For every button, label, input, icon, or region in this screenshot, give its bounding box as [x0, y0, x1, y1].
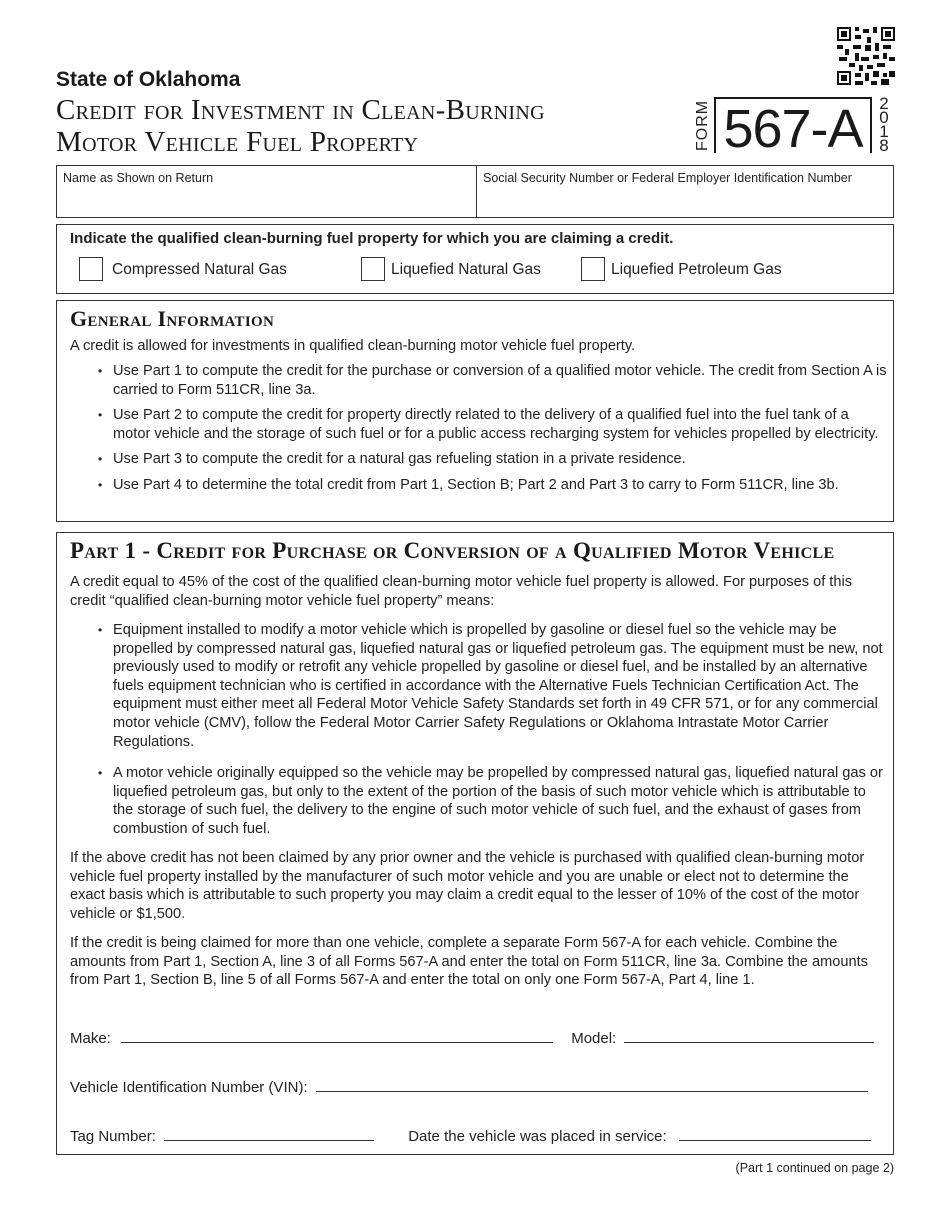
part1-section	[56, 532, 894, 1155]
general-info-title: General Information	[70, 306, 275, 331]
checkbox-cng[interactable]	[79, 257, 103, 281]
ssn-field[interactable]	[477, 166, 893, 217]
make-model-row	[70, 1028, 874, 1047]
list-item: • Use Part 3 to compute the credit for a natural gas refueling station in a private residence.	[98, 451, 686, 468]
form-title-line1: Credit for Investment in Clean-Burning	[56, 94, 545, 126]
qr-code	[837, 27, 895, 85]
checkbox-lng[interactable]	[361, 257, 385, 281]
label-cng: Compressed Natural Gas	[112, 261, 287, 278]
make-input[interactable]	[121, 1028, 553, 1043]
name-field-label: Name as Shown on Return	[63, 171, 214, 185]
list-item: • Use Part 4 to determine the total credit from Part 1, Section B; Part 2 and Part 3 to carry to Form 511CR, line 3b.	[98, 476, 839, 493]
continued-note: (Part 1 continued on page 2)	[735, 1161, 894, 1175]
fuel-instruction: Indicate the qualified clean-burning fuel property for which you are claiming a credit.	[70, 230, 674, 247]
list-item: • Equipment installed to modify a motor vehicle which is propelled by gasoline or diesel fuel so the vehicle may be propelled by compressed natural gas, liquefied natural gas or liquefied petroleum gas. The equipment must be new, not previously used to modify or retrofit any vehicle propelled by gasoline or diesel fuel, and be installed by an alternative fuels equipment technician who is certified in accordance with the Alternative Fuels Technician Certification Act. The equipment must either meet all Federal Motor Vehicle Safety Standards set forth in 49 CFR 571, or for any commercial motor vehicle (CMV), follow the Federal Motor Carrier Safety Regulations or Oklahoma Intrastate Motor Carrier Regulations.	[98, 622, 883, 750]
year-digit: 1	[879, 122, 889, 141]
year-digit: 0	[879, 108, 889, 127]
model-input[interactable]	[624, 1028, 874, 1043]
part1-title: Part 1 - Credit for Purchase or Conversion of a Qualified Motor Vehicle	[70, 538, 835, 563]
bullet-icon: •	[98, 477, 103, 492]
service-date-label: Date the vehicle was placed in service:	[408, 1128, 667, 1145]
bullet-icon: •	[98, 452, 103, 467]
ssn-field-label: Social Security Number or Federal Employer Identification Number	[483, 171, 852, 185]
fuel-selection-section	[56, 224, 894, 294]
label-lng: Liquefied Natural Gas	[391, 261, 541, 278]
part1-intro: A credit equal to 45% of the cost of the qualified clean-burning motor vehicle fuel property is allowed. For purposes of this credit “qualified clean-burning motor vehicle fuel property” means:	[70, 574, 853, 609]
form-title-line2: Motor Vehicle Fuel Property	[56, 126, 419, 158]
list-item: • Use Part 2 to compute the credit for property directly related to the delivery of a qualified fuel into the fuel tank of a motor vehicle and the storage of such fuel or for a public access recharging system for vehicles propelled by electricity.	[98, 407, 879, 442]
bullet-icon: •	[98, 766, 103, 781]
bullet-icon: •	[98, 408, 103, 423]
general-information-section	[56, 300, 894, 522]
model-label: Model:	[571, 1030, 617, 1047]
form-number-block	[694, 94, 896, 155]
general-info-intro: A credit is allowed for investments in qualified clean-burning motor vehicle fuel property.	[70, 338, 636, 354]
state-name: State of Oklahoma	[56, 68, 241, 91]
taxpayer-id-section	[56, 165, 894, 218]
bullet-icon: •	[98, 364, 103, 378]
part1-bullets	[97, 621, 887, 852]
bullet-icon: •	[98, 623, 103, 637]
tag-input[interactable]	[164, 1126, 374, 1141]
form-word: FORM	[694, 99, 711, 151]
form-title	[56, 94, 545, 158]
checkbox-lpg[interactable]	[581, 257, 605, 281]
general-info-bullets	[97, 362, 887, 502]
vin-label: Vehicle Identification Number (VIN):	[70, 1079, 308, 1096]
tag-label: Tag Number:	[70, 1128, 156, 1145]
label-lpg: Liquefied Petroleum Gas	[611, 261, 782, 278]
vin-input[interactable]	[316, 1077, 868, 1092]
name-field[interactable]	[57, 166, 477, 217]
tag-date-row	[70, 1126, 871, 1145]
part1-paragraph-1: If the above credit has not been claimed by any prior owner and the vehicle is purchased with qualified clean-burning motor vehicle fuel property installed by the manufacturer of such motor vehicle and you are unable or elect not to determine the exact basis which is attributable to such property you may claim a credit equal to the lesser of 10% of the cost of the motor vehicle or $1,500.	[70, 850, 865, 922]
vin-row	[70, 1077, 868, 1096]
service-date-input[interactable]	[679, 1126, 871, 1141]
form-year	[875, 94, 893, 155]
year-digit: 8	[879, 136, 889, 155]
year-digit: 2	[879, 94, 889, 113]
list-item: • A motor vehicle originally equipped so the vehicle may be propelled by compressed natural gas, liquefied natural gas or liquefied petroleum gas, but only to the extent of the portion of the basis of such motor vehicle which is attributable to the storage of such fuel, the delivery to the engine of such motor vehicle of such fuel, and the exhaust of gases from combustion of such fuel.	[98, 765, 883, 837]
part1-paragraph-2: If the credit is being claimed for more than one vehicle, complete a separate Form 567-A for each vehicle. Combine the amounts from Part 1, Section A, line 3 of all Forms 567-A and enter the total on Form 511CR, line 3a. Combine the amounts from Part 1, Section B, line 5 of all Forms 567-A and enter the total on only one Form 567-A, Part 4, line 1.	[70, 935, 868, 989]
make-label: Make:	[70, 1030, 111, 1047]
list-item: • Use Part 1 to compute the credit for the purchase or conversion of a qualified motor vehicle. The credit from Section A is carried to Form 511CR, line 3a.	[98, 363, 887, 398]
form-number: 567-A	[714, 97, 872, 153]
